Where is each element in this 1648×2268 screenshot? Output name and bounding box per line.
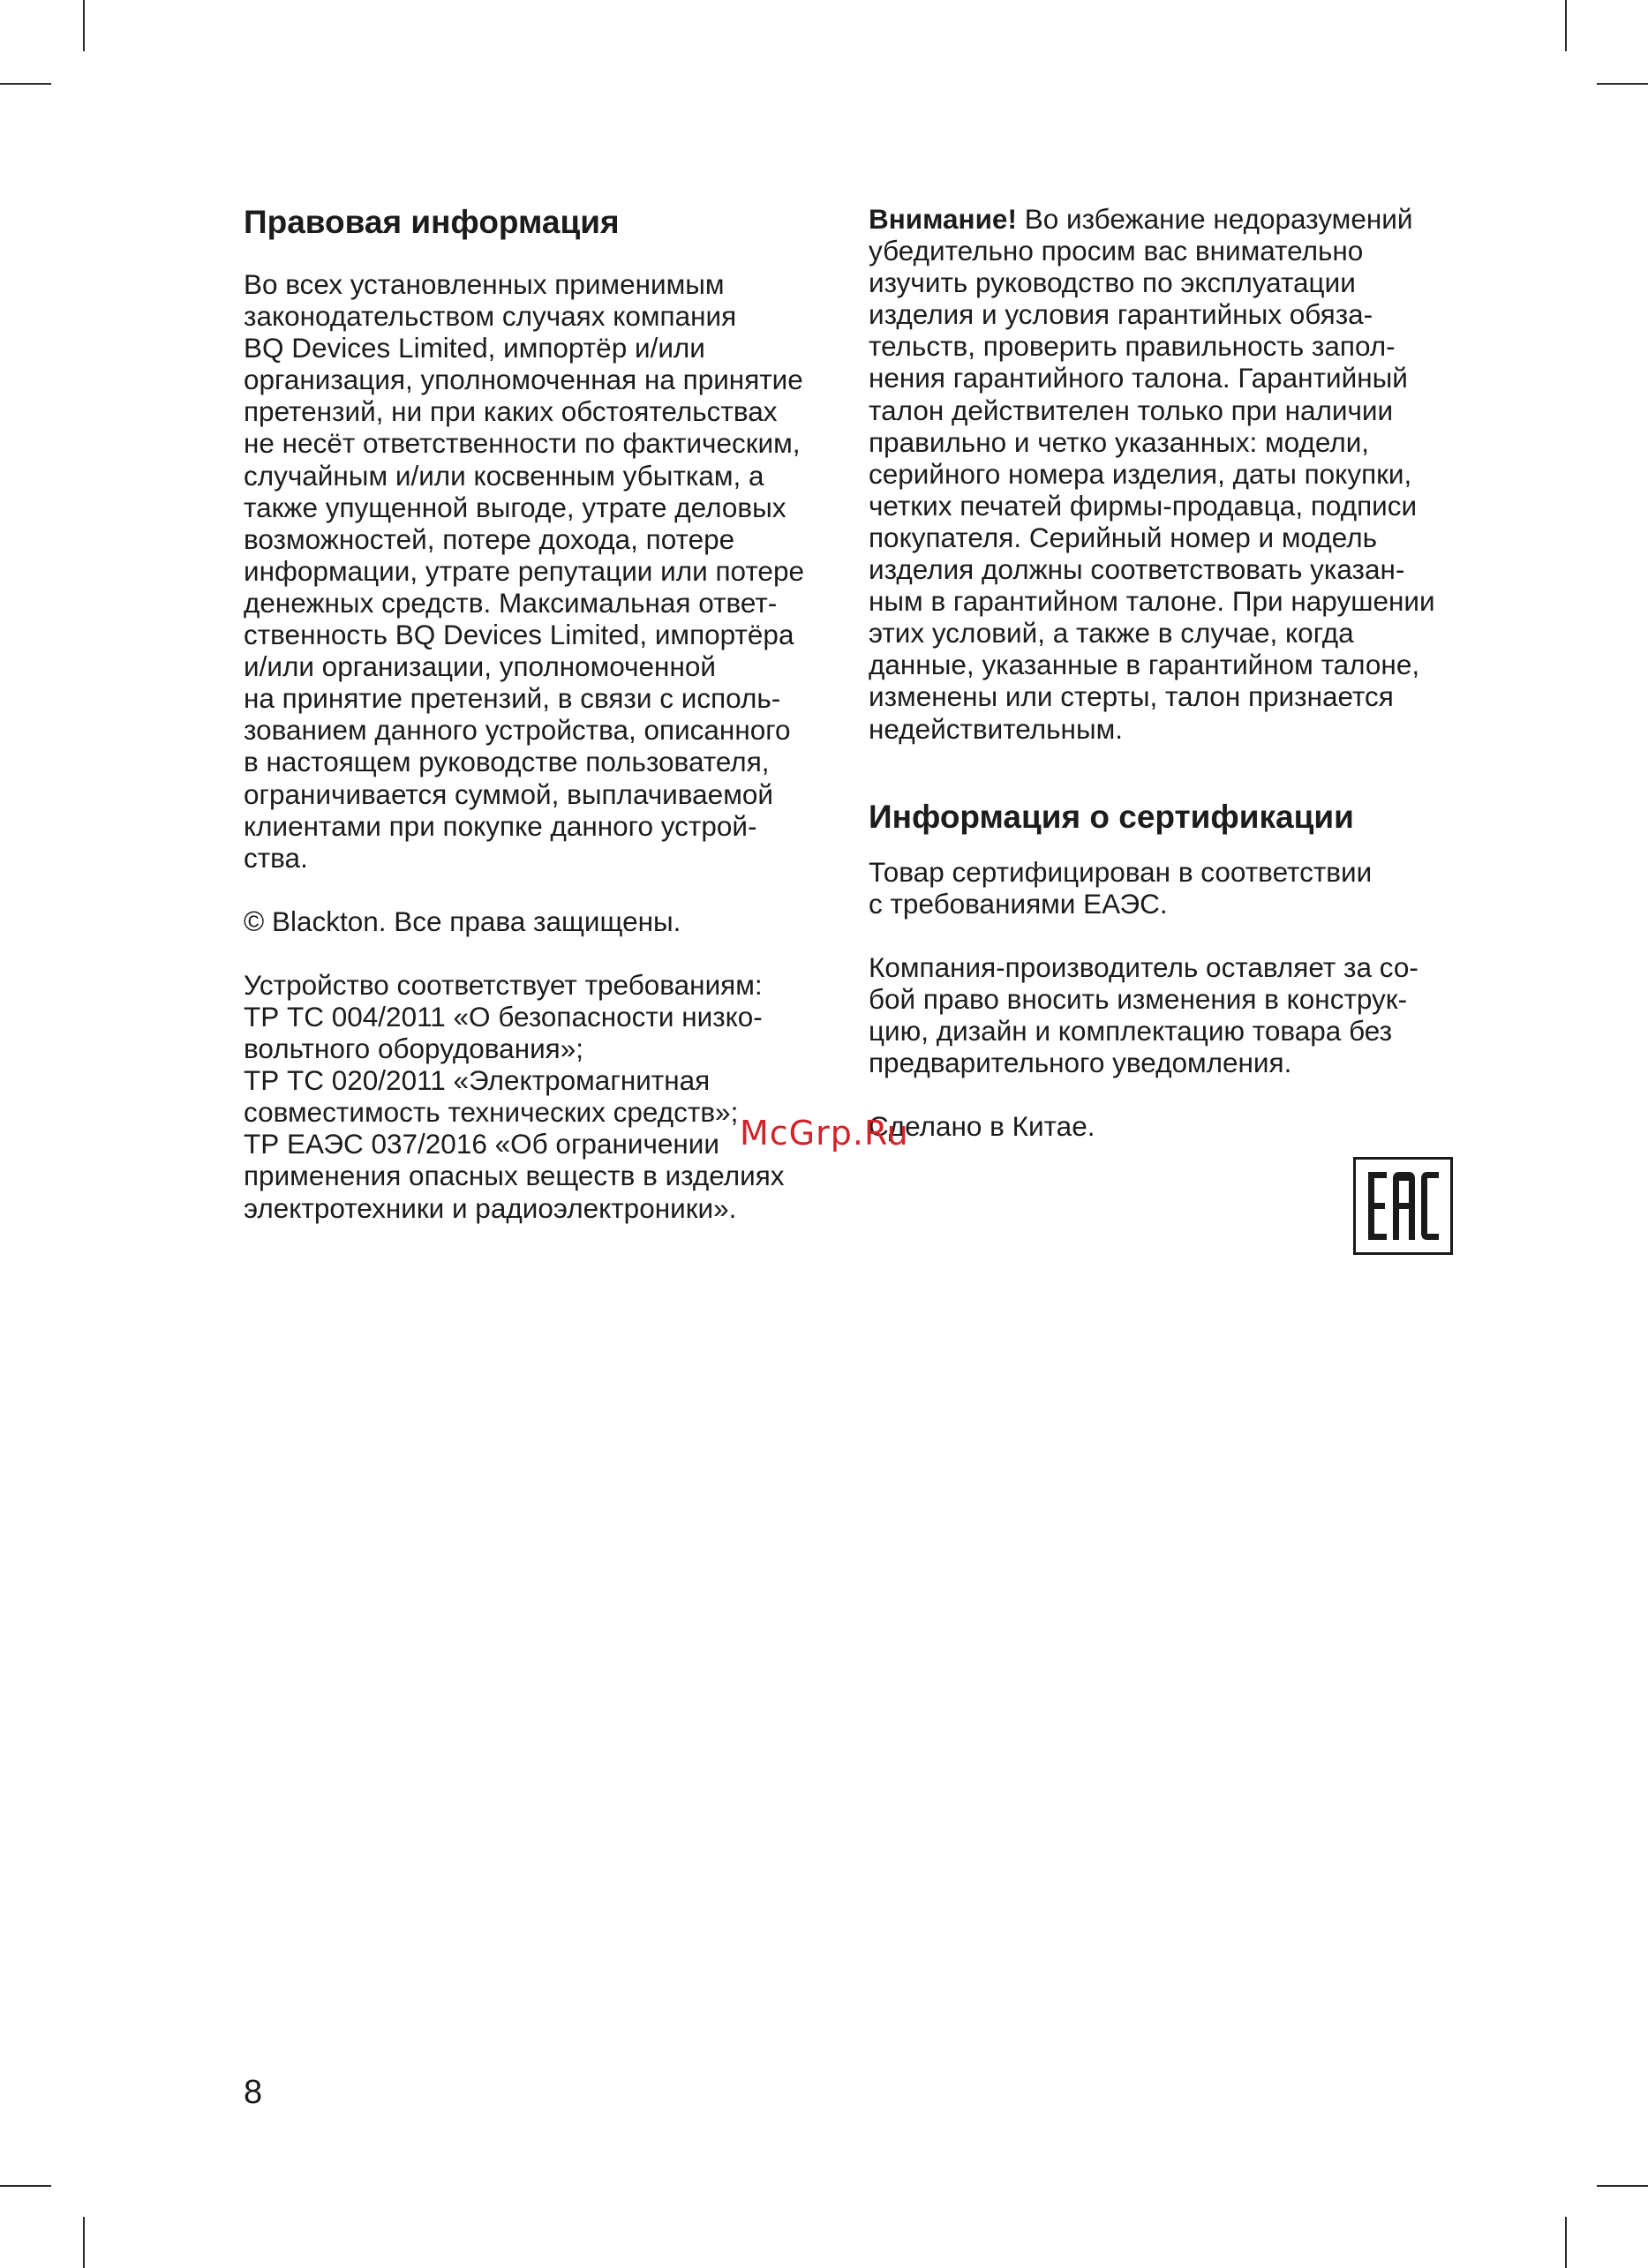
text-line: ственность BQ Devices Limited, импортёра <box>244 619 794 651</box>
certification-heading: Информация о сертификации <box>869 798 1354 835</box>
text-line: серийного номера изделия, даты покупки, <box>869 457 1412 490</box>
manufacturer-paragraph <box>869 951 1460 1078</box>
attention-label: Внимание! <box>869 203 1017 235</box>
text-line: Устройство соответствует требованиям: <box>244 968 763 1001</box>
watermark: McGrp.Ru <box>740 1114 909 1153</box>
text-line: совместимость технических средств»; <box>244 1096 739 1129</box>
text-line: покупателя. Серийный номер и модель <box>869 521 1378 553</box>
text-line: бой право вносить изменения в конструк- <box>869 982 1408 1015</box>
text-line: тельств, проверить правильность запол- <box>869 330 1396 363</box>
text-line: применения опасных веществ в изделиях <box>244 1160 785 1192</box>
text-line: претензий, ни при каких обстоятельствах <box>244 395 778 428</box>
right-column <box>869 203 1460 1142</box>
legal-heading: Правовая информация <box>244 204 620 240</box>
left-column <box>244 203 844 1224</box>
text-line: изделия должны соответствовать указан- <box>869 553 1405 586</box>
text-line: ограничивается суммой, выплачиваемой <box>244 777 773 810</box>
legal-paragraph <box>244 268 844 874</box>
text-line: в настоящем руководстве пользователя, <box>244 746 770 778</box>
crop-mark <box>1597 83 1648 85</box>
text-line: электротехники и радиоэлектроники». <box>244 1191 737 1224</box>
text-line: ТР ТС 004/2011 «О безопасности низко- <box>244 1000 763 1033</box>
text-line: с требованиями ЕАЭС. <box>869 887 1168 920</box>
text-line: предварительного уведомления. <box>869 1047 1292 1079</box>
crop-mark <box>83 2217 85 2268</box>
text-line: информации, утрате репутации или потере <box>244 554 804 587</box>
crop-mark <box>1565 2217 1567 2268</box>
certification-paragraph <box>869 856 1460 920</box>
text-line: изделия и условия гарантийных обяза- <box>869 298 1373 331</box>
text-line: на принятие претензий, в связи с исполь- <box>244 682 781 715</box>
text-line: недействительным. <box>869 712 1124 745</box>
text-line: возможностей, потере дохода, потере <box>244 522 735 555</box>
text-line: вольтного оборудования»; <box>244 1033 584 1065</box>
text-line: организация, уполномоченная на принятие <box>244 364 803 396</box>
text-line: ТР ЕАЭС 037/2016 «Об ограничении <box>244 1128 719 1160</box>
text-line: данные, указанные в гарантийном талоне, <box>869 649 1420 681</box>
text-line: случайным и/или косвенным убыткам, а <box>244 459 764 492</box>
eac-mark-icon <box>1353 1157 1453 1255</box>
text-line: денежных средств. Максимальная ответ- <box>244 586 778 619</box>
text-line: талон действителен только при наличии <box>869 394 1394 426</box>
text-line: зованием данного устройства, описанного <box>244 714 791 747</box>
text-line: этих условий, а также в случае, когда <box>869 617 1354 650</box>
crop-mark <box>83 0 85 51</box>
crop-mark <box>0 83 51 85</box>
text-line: цию, дизайн и комплектацию товара без <box>869 1014 1393 1047</box>
text-line: правильно и четко указанных: модели, <box>869 425 1370 458</box>
copyright-text: © Blackton. Все права защищены. <box>244 905 681 937</box>
text-line: BQ Devices Limited, импортёр и/или <box>244 332 705 364</box>
text-line: убедительно просим вас внимательно <box>869 235 1364 267</box>
eac-logo-graphic <box>1356 1160 1450 1252</box>
text-line: также упущенной выгоде, утрате деловых <box>244 491 786 523</box>
made-in-text: Сделано в Китае. <box>869 1110 1095 1143</box>
text-line: ным в гарантийном талоне. При нарушении <box>869 585 1435 618</box>
text-line: четких печатей фирмы-продавца, подписи <box>869 489 1418 522</box>
compliance-paragraph <box>244 969 844 1224</box>
attention-first-line <box>869 203 1460 235</box>
crop-mark <box>1597 2185 1648 2187</box>
text-line: Во всех установленных применимым <box>244 268 725 300</box>
crop-mark <box>0 2185 51 2187</box>
attention-paragraph <box>869 203 1460 745</box>
text-line: и/или организации, уполномоченной <box>244 650 716 683</box>
text-line: Товар сертифицирован в соответствии <box>869 855 1373 888</box>
text-line: изменены или стерты, талон признается <box>869 680 1394 713</box>
text-line: нения гарантийного талона. Гарантийный <box>869 362 1408 394</box>
crop-mark <box>1565 0 1567 51</box>
text-line: ства. <box>244 841 308 874</box>
page-number: 8 <box>244 2074 263 2111</box>
text-line: не несёт ответственности по фактическим, <box>244 427 801 460</box>
attention-line: Во избежание недоразумений <box>1016 203 1413 235</box>
text-line: ТР ТС 020/2011 «Электромагнитная <box>244 1064 711 1097</box>
text-line: клиентами при покупке данного устрой- <box>244 809 757 842</box>
text-line: изучить руководство по эксплуатации <box>869 267 1356 299</box>
text-line: Компания-производитель оставляет за со- <box>869 950 1418 983</box>
text-line: законодательством случаях компания <box>244 300 737 333</box>
